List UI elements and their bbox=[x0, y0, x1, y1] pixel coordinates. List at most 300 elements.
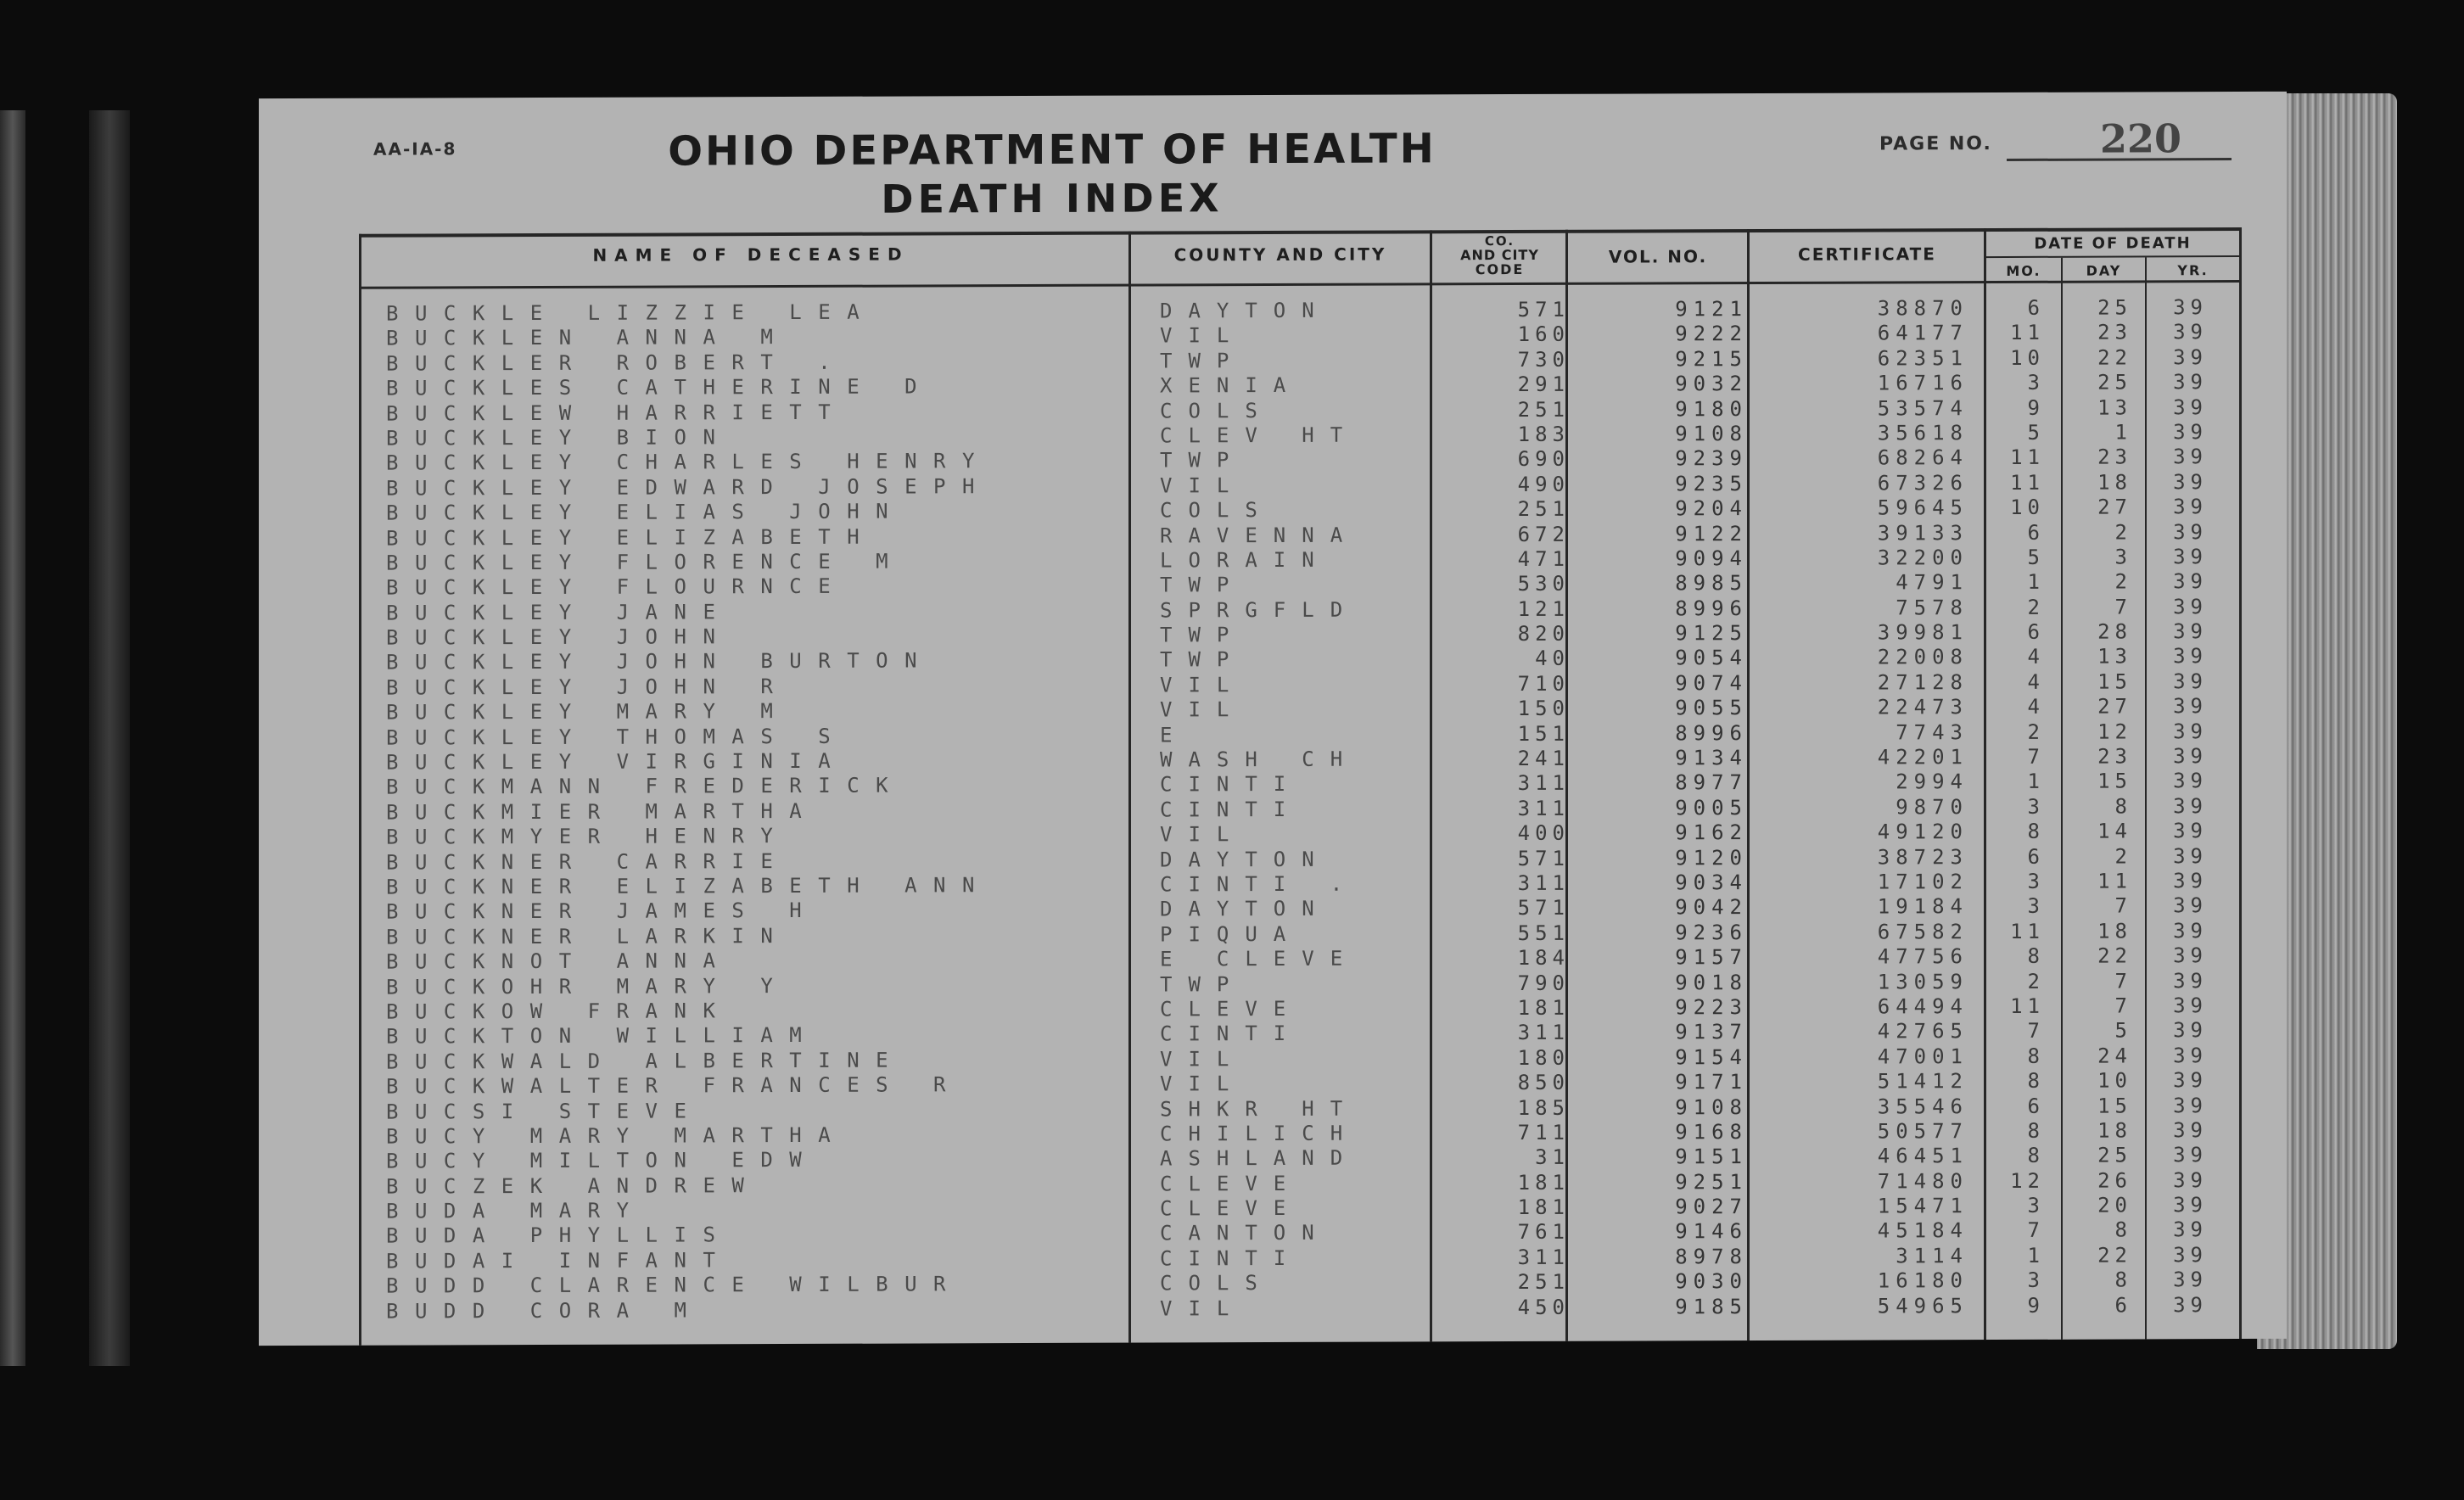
cell-code: 571 bbox=[1517, 297, 1570, 322]
cell-name: BUDD CORA M bbox=[386, 1297, 703, 1324]
cell-county: PIQUA bbox=[1160, 921, 1302, 947]
cell-day: 25 bbox=[2097, 295, 2132, 320]
cell-name: BUCKLEY VIRGINIA bbox=[386, 748, 848, 775]
cell-yr: 39 bbox=[2173, 1292, 2208, 1317]
cell-mo: 11 bbox=[2010, 470, 2045, 495]
cell-code: 251 bbox=[1517, 1270, 1570, 1295]
cell-cert: 17102 bbox=[1877, 870, 1968, 894]
cell-cert: 53574 bbox=[1877, 395, 1968, 421]
cell-name: BUCKWALTER FRANCES R bbox=[386, 1072, 962, 1099]
cell-county: VIL bbox=[1160, 672, 1246, 697]
cell-vol: 8978 bbox=[1675, 1244, 1748, 1269]
cell-mo: 7 bbox=[2027, 744, 2045, 769]
cell-cert: 47756 bbox=[1877, 944, 1968, 969]
cell-cert: 71480 bbox=[1877, 1168, 1968, 1194]
cell-name: BUCY MARY MARTHA bbox=[386, 1122, 848, 1149]
cell-yr: 39 bbox=[2173, 1193, 2208, 1217]
cell-yr: 39 bbox=[2173, 669, 2208, 694]
cell-cert: 16180 bbox=[1877, 1268, 1968, 1293]
cell-cert: 39981 bbox=[1877, 620, 1968, 645]
cell-code: 151 bbox=[1517, 721, 1570, 746]
cell-cert: 3114 bbox=[1896, 1243, 1968, 1268]
cell-code: 551 bbox=[1517, 921, 1570, 945]
cell-county: VIL bbox=[1160, 1296, 1246, 1321]
cell-code: 710 bbox=[1517, 671, 1570, 696]
cell-vol: 9108 bbox=[1675, 421, 1748, 446]
cell-vol: 9235 bbox=[1675, 471, 1748, 496]
cell-county: CINTI bbox=[1160, 797, 1302, 822]
cell-mo: 1 bbox=[2027, 570, 2045, 595]
cell-name: BUCKNER ELIZABETH ANN bbox=[386, 873, 991, 899]
cell-county: CINTI bbox=[1160, 772, 1302, 797]
cell-county: TWP bbox=[1160, 448, 1246, 473]
cell-name: BUCKLEY FLOURNCE bbox=[386, 574, 848, 600]
cell-vol: 9108 bbox=[1675, 1094, 1748, 1119]
cell-cert: 32200 bbox=[1877, 546, 1968, 570]
index-rows bbox=[259, 295, 2287, 1324]
cell-code: 160 bbox=[1517, 322, 1570, 347]
cell-yr: 39 bbox=[2173, 943, 2208, 968]
cell-mo: 8 bbox=[2027, 820, 2045, 844]
cell-day: 3 bbox=[2114, 545, 2132, 569]
page-number-label: PAGE NO. bbox=[1879, 133, 1992, 155]
cell-code: 150 bbox=[1517, 697, 1570, 721]
cell-county: VIL bbox=[1160, 1072, 1246, 1096]
cell-mo: 3 bbox=[2027, 1193, 2045, 1217]
cell-vol: 9134 bbox=[1675, 746, 1748, 770]
cell-name: BUCKLEY ELIAS JOHN bbox=[386, 499, 905, 525]
cell-mo: 3 bbox=[2027, 894, 2045, 919]
cell-day: 2 bbox=[2114, 844, 2132, 869]
cell-mo: 6 bbox=[2027, 520, 2045, 545]
cell-yr: 39 bbox=[2173, 1143, 2208, 1167]
cell-cert: 27128 bbox=[1877, 669, 1968, 695]
cell-code: 761 bbox=[1517, 1220, 1570, 1245]
cell-vol: 9146 bbox=[1675, 1219, 1748, 1244]
cell-county: CINTI . bbox=[1160, 871, 1359, 897]
cell-yr: 39 bbox=[2173, 918, 2208, 943]
cell-name: BUCKLEY BION bbox=[386, 425, 732, 451]
cell-name: BUCKOW FRANK bbox=[386, 999, 732, 1024]
cell-vol: 9042 bbox=[1675, 895, 1748, 920]
cell-code: 40 bbox=[1535, 646, 1570, 671]
cell-mo: 10 bbox=[2010, 495, 2045, 520]
cell-mo: 8 bbox=[2027, 1068, 2045, 1094]
cell-county: COLS bbox=[1160, 498, 1274, 523]
header-county: COUNTY AND CITY bbox=[1173, 243, 1387, 266]
cell-yr: 39 bbox=[2173, 769, 2208, 793]
cell-day: 1 bbox=[2114, 420, 2132, 445]
header-code-line3: CODE bbox=[1475, 260, 1525, 278]
cell-code: 471 bbox=[1517, 546, 1570, 571]
cell-name: BUCKNER LARKIN bbox=[386, 923, 790, 949]
cell-vol: 9074 bbox=[1675, 670, 1748, 696]
cell-name: BUCKNER JAMES H bbox=[386, 898, 819, 925]
cell-name: BUCKLEY THOMAS S bbox=[386, 724, 848, 750]
cell-yr: 39 bbox=[2173, 993, 2208, 1018]
cell-county: CLEV HT bbox=[1160, 423, 1359, 448]
cell-day: 12 bbox=[2097, 719, 2132, 744]
cell-county: E bbox=[1160, 722, 1189, 747]
cell-cert: 35618 bbox=[1877, 421, 1968, 445]
cell-code: 181 bbox=[1517, 1195, 1570, 1220]
cell-code: 185 bbox=[1517, 1095, 1570, 1120]
cell-yr: 39 bbox=[2173, 1093, 2208, 1117]
cell-mo: 1 bbox=[2027, 770, 2045, 794]
cell-day: 8 bbox=[2114, 794, 2132, 819]
cell-mo: 4 bbox=[2027, 695, 2045, 719]
cell-county: COLS bbox=[1160, 398, 1274, 423]
cell-mo: 8 bbox=[2027, 1118, 2045, 1143]
cell-yr: 39 bbox=[2173, 1018, 2208, 1043]
cell-name: BUCKLER ROBERT . bbox=[386, 350, 848, 376]
cell-mo: 6 bbox=[2027, 1094, 2045, 1118]
cell-cert: 51412 bbox=[1877, 1069, 1968, 1094]
cell-cert: 45184 bbox=[1877, 1218, 1968, 1243]
cell-cert: 22008 bbox=[1877, 645, 1968, 669]
cell-name: BUCZEK ANDREW bbox=[386, 1173, 761, 1199]
cell-name: BUCKLEW HARRIETT bbox=[386, 400, 848, 426]
cell-code: 672 bbox=[1517, 522, 1570, 546]
cell-county: VIL bbox=[1160, 697, 1246, 722]
cell-day: 7 bbox=[2114, 969, 2132, 993]
cell-vol: 9222 bbox=[1675, 322, 1748, 346]
cell-vol: 9005 bbox=[1675, 795, 1748, 820]
cell-county: CLEVE bbox=[1160, 996, 1302, 1021]
cell-name: BUCKLES CATHERINE D bbox=[386, 374, 934, 400]
cell-mo: 4 bbox=[2027, 645, 2045, 669]
cell-vol: 9151 bbox=[1675, 1145, 1748, 1169]
cell-day: 15 bbox=[2097, 1093, 2132, 1118]
cell-code: 181 bbox=[1517, 995, 1570, 1020]
cell-day: 7 bbox=[2114, 893, 2132, 918]
cell-cert: 2994 bbox=[1896, 770, 1968, 794]
cell-cert: 42201 bbox=[1877, 745, 1968, 770]
cell-name: BUCKLEY JOHN bbox=[386, 624, 732, 650]
cell-code: 711 bbox=[1517, 1120, 1570, 1145]
cell-vol: 9185 bbox=[1675, 1294, 1748, 1318]
header-cert: CERTIFICATE bbox=[1798, 243, 1936, 265]
cell-day: 27 bbox=[2097, 495, 2132, 519]
cell-yr: 39 bbox=[2173, 843, 2208, 868]
cell-county: CANTON bbox=[1160, 1221, 1330, 1245]
cell-county: TWP bbox=[1160, 971, 1246, 997]
cell-mo: 9 bbox=[2027, 1293, 2045, 1318]
cell-cert: 47001 bbox=[1877, 1044, 1968, 1069]
cell-day: 18 bbox=[2097, 1118, 2132, 1143]
cell-county: DAYTON bbox=[1160, 298, 1330, 323]
cell-vol: 9162 bbox=[1675, 820, 1748, 845]
cell-mo: 6 bbox=[2027, 295, 2045, 320]
cell-cert: 15471 bbox=[1877, 1194, 1968, 1218]
cell-county: RAVENNA bbox=[1160, 523, 1359, 547]
cell-vol: 8996 bbox=[1675, 596, 1748, 621]
cell-name: BUCSI STEVE bbox=[386, 1098, 703, 1124]
cell-mo: 8 bbox=[2027, 943, 2045, 969]
cell-day: 8 bbox=[2114, 1268, 2132, 1292]
cell-vol: 9120 bbox=[1675, 845, 1748, 870]
cell-vol: 9223 bbox=[1675, 994, 1748, 1020]
table-top-rule bbox=[359, 227, 2241, 238]
page-subtitle: DEATH INDEX bbox=[881, 175, 1224, 222]
cell-code: 850 bbox=[1517, 1070, 1570, 1095]
cell-yr: 39 bbox=[2173, 1217, 2208, 1242]
cell-cert: 46451 bbox=[1877, 1144, 1968, 1168]
cell-vol: 9018 bbox=[1675, 970, 1748, 994]
cell-vol: 9054 bbox=[1675, 646, 1748, 670]
cell-day: 22 bbox=[2097, 943, 2132, 968]
cell-county: ASHLAND bbox=[1160, 1145, 1359, 1171]
cell-county: VIL bbox=[1160, 473, 1246, 498]
cell-name: BUCKLEY EDWARD JOSEPH bbox=[386, 473, 991, 501]
cell-cert: 67326 bbox=[1877, 470, 1968, 495]
form-code: AA-IA-8 bbox=[373, 138, 457, 160]
cell-code: 181 bbox=[1517, 1170, 1570, 1195]
cell-mo: 7 bbox=[2027, 1019, 2045, 1044]
cell-code: 490 bbox=[1517, 472, 1570, 496]
cell-yr: 39 bbox=[2173, 344, 2208, 370]
cell-code: 790 bbox=[1517, 971, 1570, 995]
cell-vol: 9027 bbox=[1675, 1195, 1748, 1219]
cell-yr: 39 bbox=[2173, 793, 2208, 819]
cell-vol: 9121 bbox=[1675, 297, 1748, 322]
cell-day: 15 bbox=[2097, 769, 2132, 794]
cell-code: 291 bbox=[1517, 372, 1570, 397]
cell-yr: 39 bbox=[2173, 370, 2208, 395]
cell-code: 690 bbox=[1517, 447, 1570, 472]
cell-vol: 9030 bbox=[1675, 1269, 1748, 1294]
cell-yr: 39 bbox=[2173, 1043, 2208, 1068]
cell-vol: 9055 bbox=[1675, 696, 1748, 720]
cell-vol: 9122 bbox=[1675, 521, 1748, 546]
left-book-edge bbox=[89, 110, 130, 1366]
cell-county: E CLEVE bbox=[1160, 946, 1359, 971]
cell-code: 730 bbox=[1517, 347, 1570, 372]
cell-cert: 39133 bbox=[1877, 520, 1968, 546]
cell-yr: 39 bbox=[2173, 495, 2208, 519]
cell-cert: 59645 bbox=[1877, 495, 1968, 520]
cell-yr: 39 bbox=[2173, 1242, 2208, 1268]
cell-day: 11 bbox=[2097, 869, 2132, 893]
cell-cert: 54965 bbox=[1877, 1293, 1968, 1318]
cell-cert: 49120 bbox=[1877, 820, 1968, 844]
header-date-group: DATE OF DEATH bbox=[2034, 234, 2192, 253]
cell-day: 27 bbox=[2097, 694, 2132, 719]
date-group-rule bbox=[1984, 255, 2240, 258]
cell-yr: 39 bbox=[2173, 744, 2208, 769]
cell-county: TWP bbox=[1160, 348, 1246, 373]
cell-mo: 6 bbox=[2027, 844, 2045, 869]
cell-mo: 11 bbox=[2010, 445, 2045, 470]
cell-mo: 3 bbox=[2027, 869, 2045, 893]
cell-yr: 39 bbox=[2173, 519, 2208, 544]
cell-mo: 2 bbox=[2027, 969, 2045, 993]
cell-vol: 8996 bbox=[1675, 720, 1748, 745]
cell-mo: 11 bbox=[2010, 993, 2045, 1018]
index-page bbox=[259, 92, 2287, 1346]
cell-yr: 39 bbox=[2173, 545, 2208, 569]
cell-day: 25 bbox=[2097, 370, 2132, 395]
cell-cert: 16716 bbox=[1877, 371, 1968, 395]
cell-name: BUDA MARY bbox=[386, 1198, 646, 1223]
cell-vol: 9204 bbox=[1675, 496, 1748, 521]
cell-code: 31 bbox=[1535, 1145, 1570, 1170]
cell-yr: 39 bbox=[2173, 893, 2208, 918]
cell-county: COLS bbox=[1160, 1271, 1274, 1296]
cell-yr: 39 bbox=[2173, 1167, 2208, 1192]
cell-name: BUCKLEN ANNA M bbox=[386, 325, 790, 351]
cell-vol: 9239 bbox=[1675, 446, 1748, 471]
cell-day: 13 bbox=[2097, 644, 2132, 669]
cell-vol: 8977 bbox=[1675, 770, 1748, 795]
page-title: OHIO DEPARTMENT OF HEALTH bbox=[668, 125, 1436, 176]
cell-mo: 12 bbox=[2010, 1168, 2045, 1193]
cell-name: BUCKNER CARRIE bbox=[386, 848, 790, 875]
cell-name: BUCKNOT ANNA bbox=[386, 949, 732, 974]
cell-county: WASH CH bbox=[1160, 747, 1359, 772]
cell-mo: 3 bbox=[2027, 794, 2045, 819]
header-vol: VOL. NO. bbox=[1608, 246, 1708, 267]
cell-mo: 9 bbox=[2027, 395, 2045, 420]
cell-yr: 39 bbox=[2173, 445, 2208, 469]
cell-yr: 39 bbox=[2173, 469, 2208, 495]
cell-day: 22 bbox=[2097, 1243, 2132, 1268]
cell-name: BUCKWALD ALBERTINE bbox=[386, 1048, 905, 1074]
header-bottom-rule bbox=[359, 280, 2241, 289]
cell-mo: 8 bbox=[2027, 1144, 2045, 1168]
cell-mo: 11 bbox=[2010, 321, 2045, 345]
cell-cert: 7743 bbox=[1896, 719, 1968, 745]
cell-cert: 50577 bbox=[1877, 1119, 1968, 1144]
cell-name: BUCKLEY MARY M bbox=[386, 699, 790, 725]
cell-county: SHKR HT bbox=[1160, 1096, 1359, 1121]
cell-county: VIL bbox=[1160, 822, 1246, 847]
cell-code: 311 bbox=[1517, 771, 1570, 796]
cell-cert: 13059 bbox=[1877, 969, 1968, 994]
cell-yr: 39 bbox=[2173, 1068, 2208, 1093]
cell-day: 15 bbox=[2097, 669, 2132, 694]
cell-day: 7 bbox=[2114, 993, 2132, 1018]
cell-day: 13 bbox=[2097, 395, 2132, 420]
cell-day: 2 bbox=[2114, 569, 2132, 594]
cell-cert: 64494 bbox=[1877, 994, 1968, 1019]
cell-cert: 38870 bbox=[1877, 296, 1968, 321]
cell-vol: 9251 bbox=[1675, 1169, 1748, 1195]
cell-code: 311 bbox=[1517, 1021, 1570, 1045]
cell-vol: 9236 bbox=[1675, 920, 1748, 945]
cell-code: 311 bbox=[1517, 870, 1570, 895]
cell-day: 5 bbox=[2114, 1018, 2132, 1043]
cell-code: 311 bbox=[1517, 1245, 1570, 1269]
cell-vol: 9180 bbox=[1675, 396, 1748, 421]
cell-county: CLEVE bbox=[1160, 1171, 1302, 1196]
cell-mo: 5 bbox=[2027, 420, 2045, 445]
cell-day: 14 bbox=[2097, 819, 2132, 843]
cell-county: VIL bbox=[1160, 323, 1246, 348]
cell-code: 121 bbox=[1517, 596, 1570, 621]
header-mo: MO. bbox=[2006, 262, 2041, 279]
cell-vol: 9215 bbox=[1675, 346, 1748, 372]
cell-county: XENIA bbox=[1160, 373, 1302, 398]
cell-county: TWP bbox=[1160, 647, 1246, 672]
cell-name: BUCKTON WILLIAM bbox=[386, 1023, 819, 1049]
cell-county: CLEVE bbox=[1160, 1195, 1302, 1221]
cell-county: VIL bbox=[1160, 1046, 1246, 1072]
cell-name: BUDAI INFANT bbox=[386, 1248, 732, 1273]
cell-vol: 9125 bbox=[1675, 621, 1748, 646]
cell-cert: 9870 bbox=[1896, 794, 1968, 820]
cell-mo: 7 bbox=[2027, 1218, 2045, 1243]
cell-mo: 5 bbox=[2027, 545, 2045, 569]
cell-cert: 35546 bbox=[1877, 1094, 1968, 1119]
cell-code: 251 bbox=[1517, 397, 1570, 422]
cell-vol: 9137 bbox=[1675, 1020, 1748, 1044]
cell-mo: 3 bbox=[2027, 370, 2045, 395]
cell-code: 571 bbox=[1517, 846, 1570, 870]
cell-mo: 2 bbox=[2027, 595, 2045, 619]
cell-yr: 39 bbox=[2173, 1268, 2208, 1292]
cell-code: 820 bbox=[1517, 621, 1570, 646]
cell-day: 23 bbox=[2097, 744, 2132, 769]
cell-day: 23 bbox=[2097, 320, 2132, 344]
cell-name: BUCKLEY JOHN R bbox=[386, 674, 790, 700]
cell-yr: 39 bbox=[2173, 1118, 2208, 1143]
cell-yr: 39 bbox=[2173, 719, 2208, 743]
cell-day: 24 bbox=[2097, 1044, 2132, 1068]
cell-day: 10 bbox=[2097, 1068, 2132, 1093]
cell-cert: 4791 bbox=[1896, 570, 1968, 595]
cell-county: CHILICH bbox=[1160, 1121, 1359, 1146]
cell-yr: 39 bbox=[2173, 869, 2208, 893]
cell-name: BUCKOHR MARY Y bbox=[386, 973, 790, 999]
cell-name: BUCKLEY JANE bbox=[386, 599, 732, 625]
cell-code: 180 bbox=[1517, 1045, 1570, 1070]
cell-cert: 64177 bbox=[1877, 321, 1968, 345]
cell-cert: 22473 bbox=[1877, 695, 1968, 719]
cell-code: 400 bbox=[1517, 820, 1570, 846]
cell-day: 18 bbox=[2097, 470, 2132, 495]
cell-name: BUCKLEY CHARLES HENRY bbox=[386, 449, 991, 475]
left-film-edge bbox=[0, 110, 25, 1366]
cell-name: BUCKLE LIZZIE LEA bbox=[386, 299, 876, 326]
cell-day: 6 bbox=[2114, 1293, 2132, 1318]
cell-yr: 39 bbox=[2173, 968, 2208, 993]
cell-name: BUCKMIER MARTHA bbox=[386, 798, 819, 825]
cell-vol: 9168 bbox=[1675, 1119, 1748, 1145]
cell-cert: 68264 bbox=[1877, 445, 1968, 470]
cell-mo: 11 bbox=[2010, 919, 2045, 943]
cell-name: BUCKMANN FREDERICK bbox=[386, 773, 905, 800]
cell-code: 450 bbox=[1517, 1295, 1570, 1319]
header-yr: YR. bbox=[2177, 262, 2209, 279]
cell-day: 18 bbox=[2097, 919, 2132, 943]
cell-cert: 19184 bbox=[1877, 894, 1968, 919]
header-day: DAY bbox=[2086, 262, 2122, 279]
cell-day: 8 bbox=[2114, 1217, 2132, 1242]
cell-code: 571 bbox=[1517, 896, 1570, 921]
cell-code: 184 bbox=[1517, 945, 1570, 971]
cell-vol: 8985 bbox=[1675, 571, 1748, 596]
cell-mo: 8 bbox=[2027, 1044, 2045, 1068]
cell-name: BUCKMYER HENRY bbox=[386, 824, 790, 849]
cell-yr: 39 bbox=[2173, 320, 2208, 344]
header-code-line2: AND CITY bbox=[1460, 246, 1539, 264]
cell-vol: 9034 bbox=[1675, 870, 1748, 895]
cell-day: 25 bbox=[2097, 1143, 2132, 1167]
cell-yr: 39 bbox=[2173, 395, 2208, 419]
cell-code: 530 bbox=[1517, 572, 1570, 596]
header-code-line1: CO. bbox=[1484, 233, 1515, 249]
